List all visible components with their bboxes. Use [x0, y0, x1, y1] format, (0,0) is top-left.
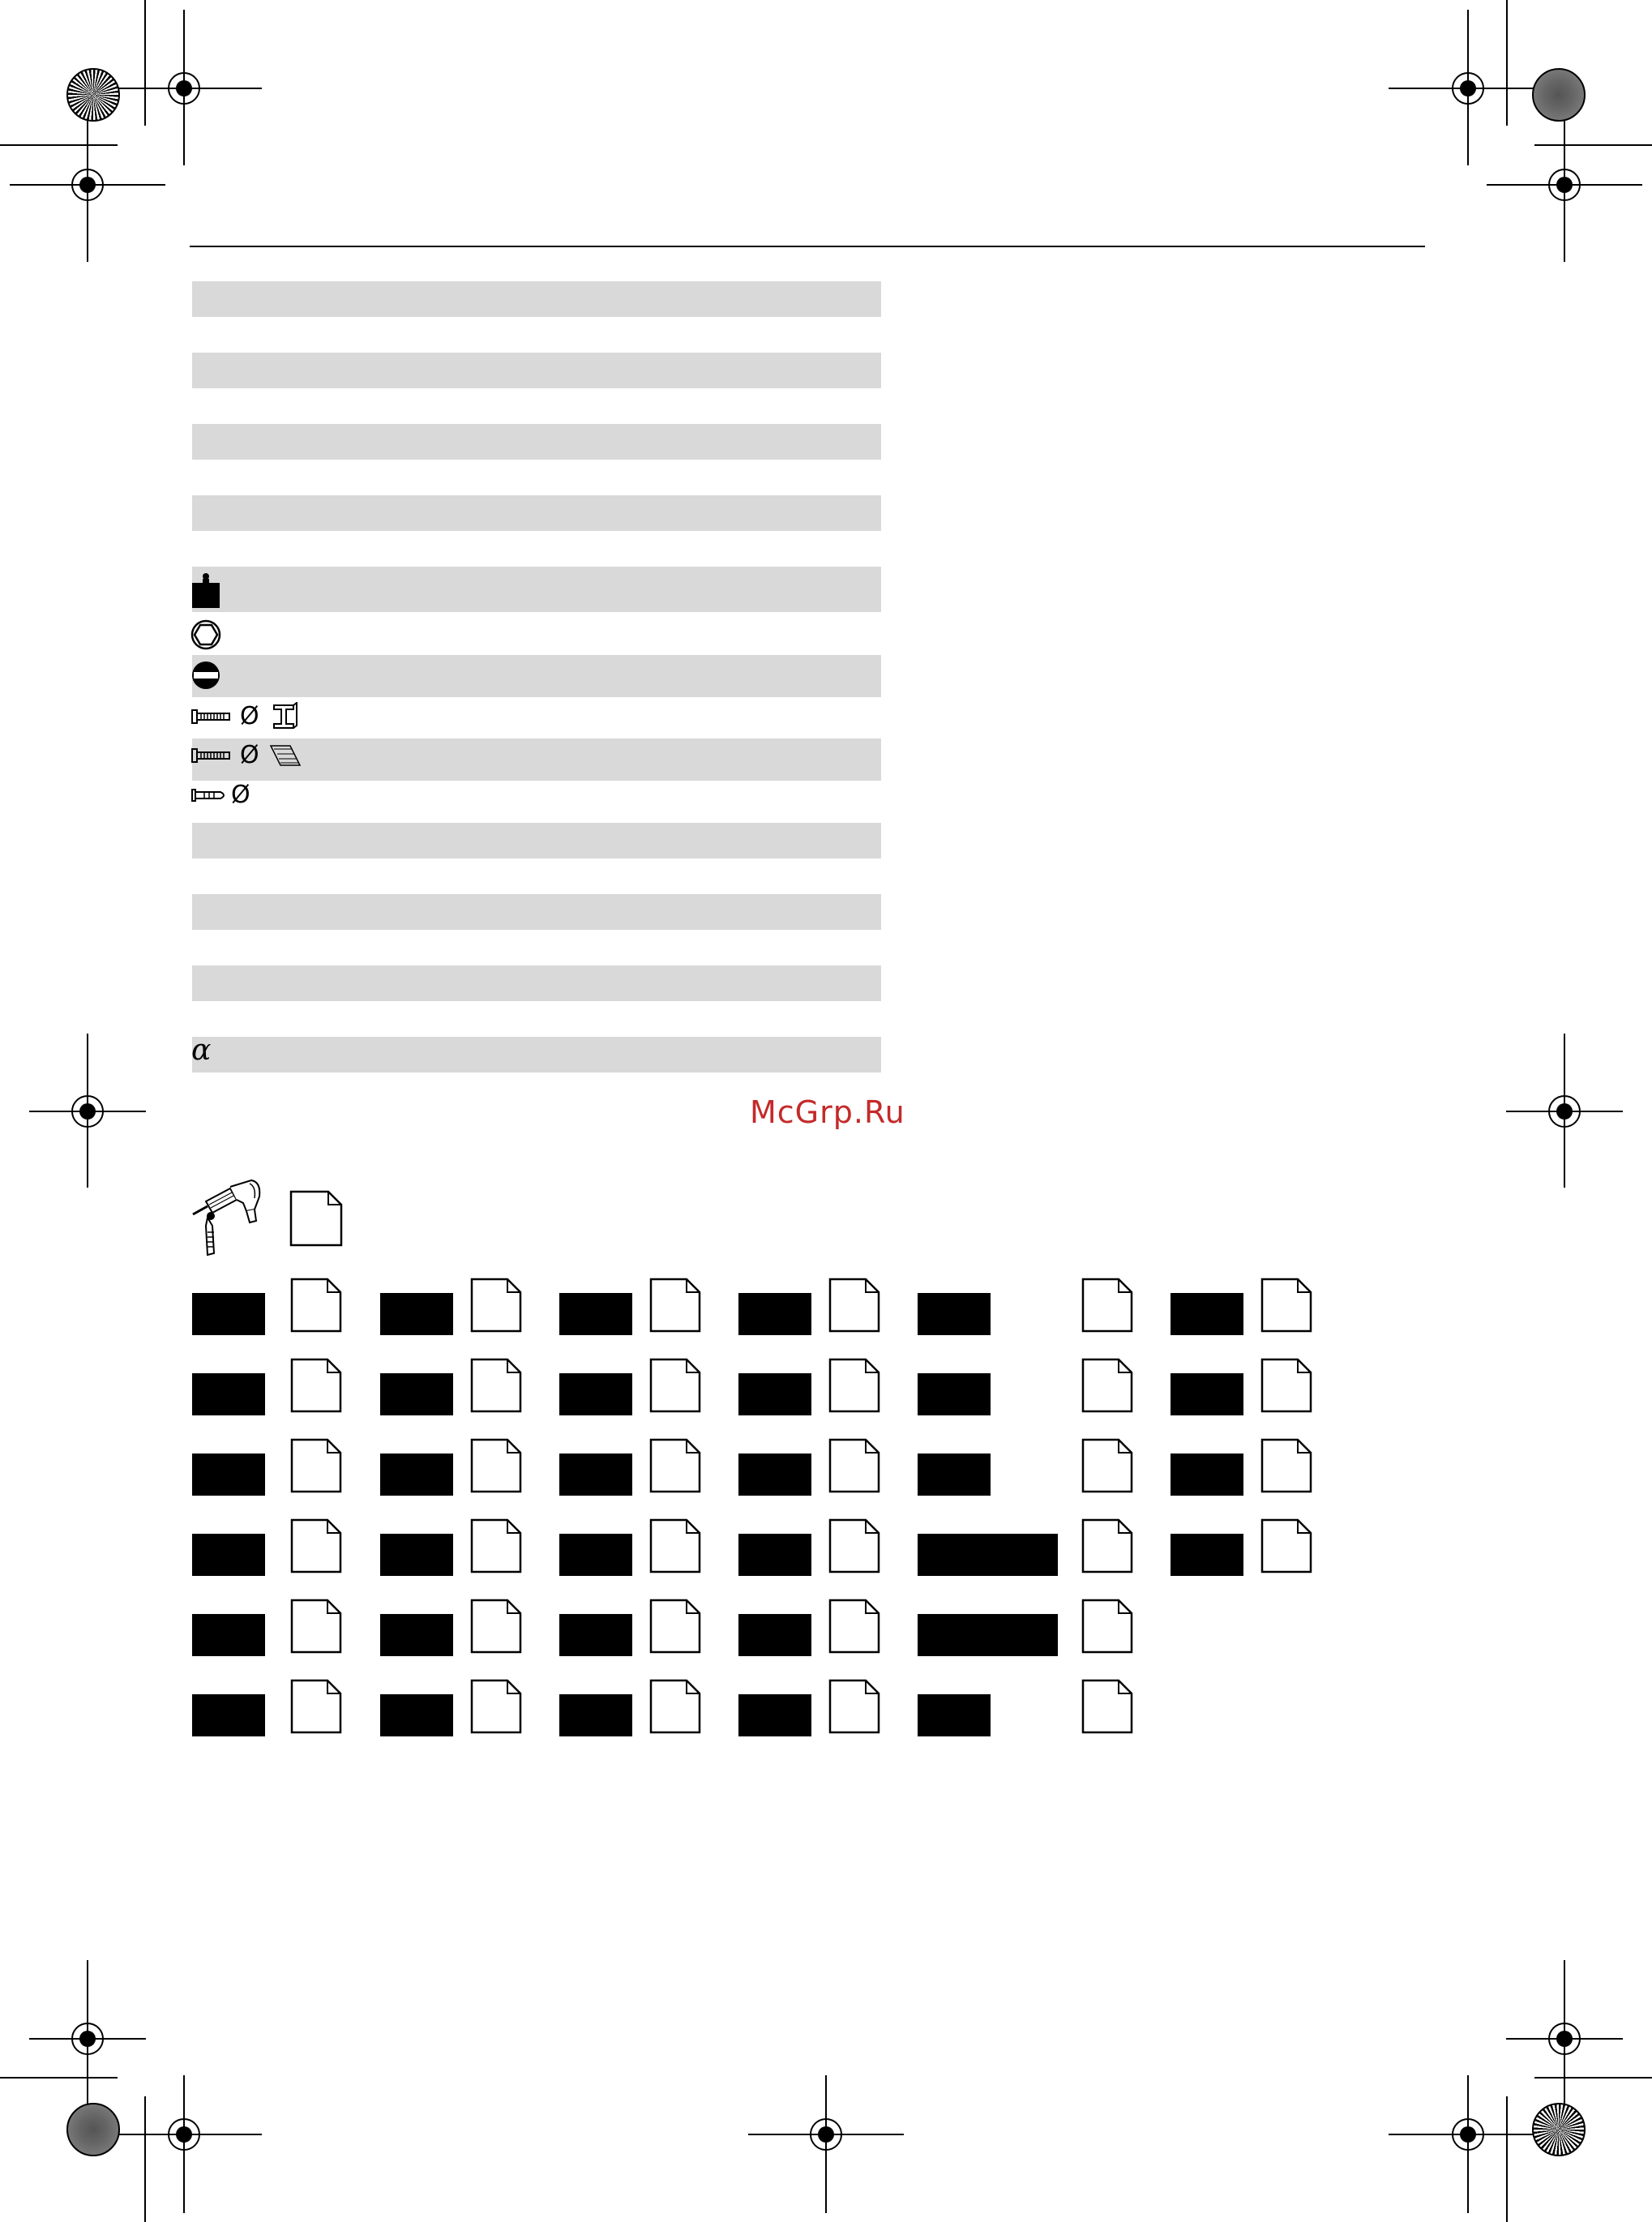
blank-page-icon: [649, 1599, 701, 1654]
figure-label-block: [380, 1373, 453, 1415]
figure-label-block: [380, 1293, 453, 1335]
figure-label-block: [1171, 1373, 1243, 1415]
figure-label-block: [559, 1694, 632, 1736]
crop-mark-line: [0, 2077, 118, 2079]
figure-label-block: [192, 1614, 265, 1656]
figure-label-block: [559, 1454, 632, 1496]
figure-label-block: [1171, 1534, 1243, 1576]
blank-page-icon: [828, 1438, 880, 1493]
table-row: [192, 424, 881, 460]
diameter-symbol: Ø: [240, 702, 259, 730]
blank-page-icon: [1260, 1358, 1312, 1413]
starburst-wheel: [1532, 2103, 1586, 2156]
drill-with-handle-icon: [190, 1175, 263, 1258]
figure-label-block: [918, 1293, 991, 1335]
figure-label-block: [918, 1454, 991, 1496]
blank-page-icon: [1081, 1438, 1133, 1493]
figure-label-block: [738, 1454, 811, 1496]
figure-label-block: [1171, 1454, 1243, 1496]
blank-page-icon: [290, 1278, 342, 1333]
table-row: [192, 655, 881, 697]
gray-density-wheel: [1532, 68, 1586, 122]
figure-label-block: [192, 1454, 265, 1496]
figure-label-block: [918, 1614, 1058, 1656]
figure-label-block: [918, 1694, 991, 1736]
table-row: [192, 567, 881, 612]
blank-page-icon: [649, 1438, 701, 1493]
blank-page-icon: [290, 1438, 342, 1493]
blank-page-icon: [1260, 1438, 1312, 1493]
figure-label-block: [380, 1694, 453, 1736]
dowel-icon: [191, 786, 229, 804]
screw-icon: [191, 707, 232, 726]
crop-mark-line: [1506, 2096, 1508, 2222]
chuck-icon: [190, 660, 221, 691]
weight-icon: [192, 572, 220, 608]
figure-label-block: [738, 1373, 811, 1415]
blank-page-icon: [1081, 1599, 1133, 1654]
blank-page-icon: [649, 1278, 701, 1333]
figure-label-block: [192, 1694, 265, 1736]
blank-page-icon: [1260, 1518, 1312, 1573]
blank-page-icon: [290, 1358, 342, 1413]
figure-label-block: [559, 1534, 632, 1576]
figure-label-block: [380, 1534, 453, 1576]
blank-page-icon: [470, 1278, 522, 1333]
figure-label-block: [738, 1694, 811, 1736]
table-row: [192, 281, 881, 317]
blank-page-icon: [1260, 1278, 1312, 1333]
figure-label-block: [918, 1534, 1058, 1576]
gray-density-wheel: [66, 2103, 120, 2156]
crop-mark-line: [1534, 2077, 1652, 2079]
diameter-symbol: Ø: [231, 781, 250, 809]
blank-page-icon: [828, 1278, 880, 1333]
blank-page-icon: [470, 1599, 522, 1654]
blank-page-icon: [828, 1679, 880, 1734]
blank-page-icon: [470, 1438, 522, 1493]
blank-page-icon: [828, 1358, 880, 1413]
figure-label-block: [380, 1614, 453, 1656]
wood-plank-icon: [269, 741, 302, 770]
blank-page-icon: [1081, 1679, 1133, 1734]
blank-page-icon: [828, 1599, 880, 1654]
table-row: [192, 965, 881, 1001]
figure-label-block: [1171, 1293, 1243, 1335]
figure-label-block: [918, 1373, 991, 1415]
figure-label-block: [559, 1293, 632, 1335]
figure-label-block: [738, 1293, 811, 1335]
crop-mark-line: [0, 144, 118, 146]
figure-label-block: [559, 1373, 632, 1415]
table-row: [191, 1034, 881, 1072]
figure-label-block: [738, 1534, 811, 1576]
starburst-wheel: [66, 68, 120, 122]
hexagon-collet-icon: [190, 619, 221, 650]
figure-label-block: [559, 1614, 632, 1656]
blank-page-icon: [470, 1518, 522, 1573]
crop-mark-line: [1534, 144, 1652, 146]
crop-mark-line: [144, 0, 146, 126]
blank-page-icon: [289, 1190, 343, 1247]
blank-page-icon: [649, 1679, 701, 1734]
table-row: [192, 823, 881, 858]
blank-page-icon: [649, 1358, 701, 1413]
figure-label-block: [192, 1293, 265, 1335]
steel-beam-icon: [269, 702, 298, 731]
table-row: [192, 894, 881, 930]
diameter-symbol: Ø: [240, 741, 259, 769]
blank-page-icon: [470, 1358, 522, 1413]
table-row: [192, 495, 881, 531]
blank-page-icon: [290, 1679, 342, 1734]
table-row: [192, 353, 881, 388]
blank-page-icon: [290, 1518, 342, 1573]
blank-page-icon: [1081, 1358, 1133, 1413]
blank-page-icon: [649, 1518, 701, 1573]
alpha-symbol: α: [191, 1034, 212, 1067]
screw-icon: [191, 746, 232, 765]
figure-label-block: [192, 1534, 265, 1576]
blank-page-icon: [290, 1599, 342, 1654]
figure-label-block: [738, 1614, 811, 1656]
crop-mark-line: [1506, 0, 1508, 126]
figure-label-block: [192, 1373, 265, 1415]
crop-mark-line: [144, 2096, 146, 2222]
watermark: McGrp.Ru: [750, 1094, 905, 1130]
blank-page-icon: [470, 1679, 522, 1734]
figure-label-block: [380, 1454, 453, 1496]
blank-page-icon: [1081, 1278, 1133, 1333]
blank-page-icon: [1081, 1518, 1133, 1573]
header-rule: [190, 246, 1425, 247]
blank-page-icon: [828, 1518, 880, 1573]
